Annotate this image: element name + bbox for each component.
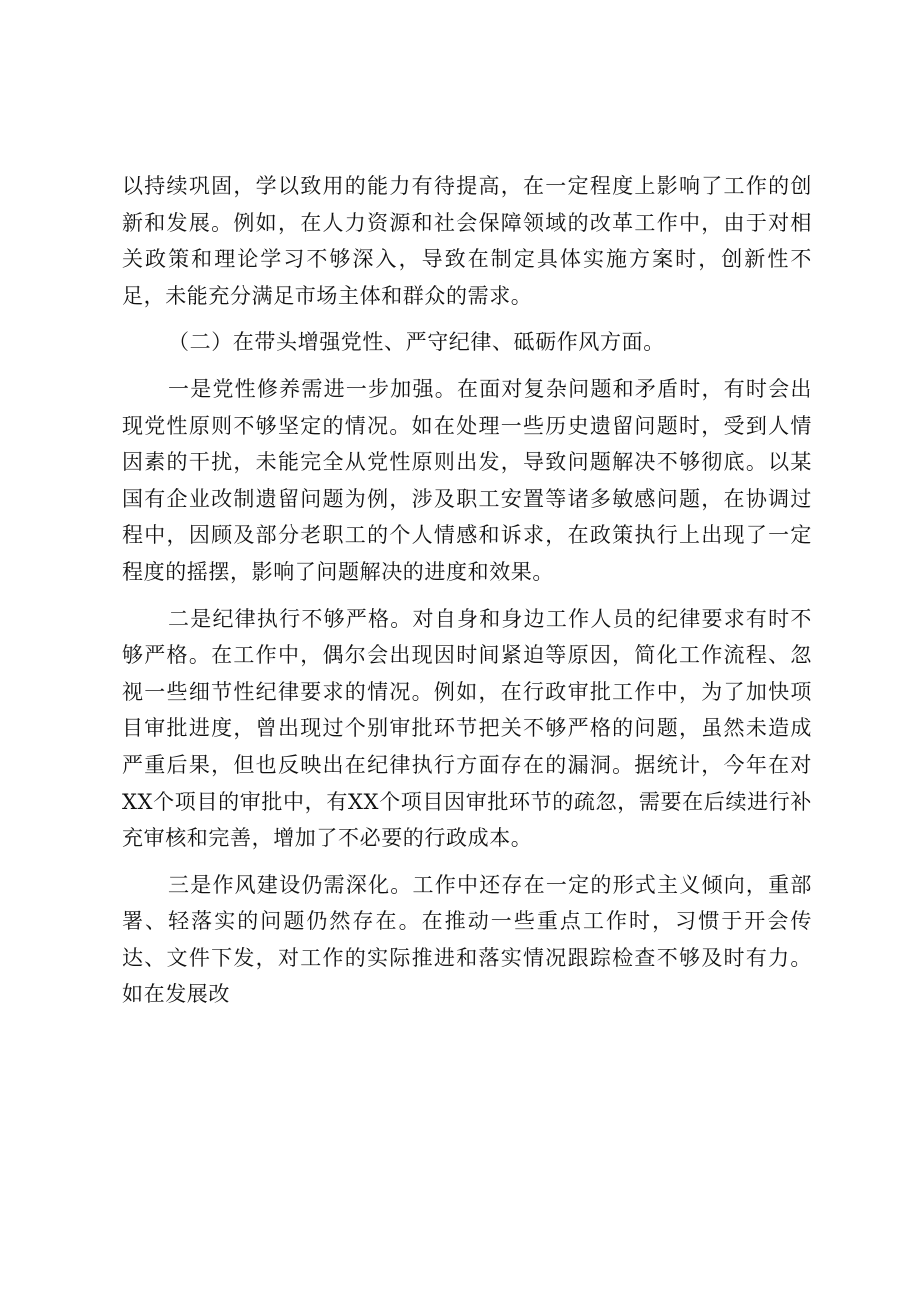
paragraph-continued: 以持续巩固，学以致用的能力有待提高，在一定程度上影响了工作的创新和发展。例如，在人力资源和社会保障领域的改革工作中，由于对相关政策和理论学习不够深入，导致在制定具体实施方案时，创新性不足，未能充分满足市场主体和群众的需求。 — [122, 174, 812, 308]
paragraph-work-style: 三是作风建设仍需深化。工作中还存在一定的形式主义倾向，重部署、轻落实的问题仍然存在。在推动一些重点工作时，习惯于开会传达、文件下发，对工作的实际推进和落实情况跟踪检查不够及时有力。如在发展改 — [122, 872, 812, 1007]
paragraph-party-spirit: 一是党性修养需进一步加强。在面对复杂问题和矛盾时，有时会出现党性原则不够坚定的情况。如在处理一些历史遗留问题时，受到人情因素的干扰，未能完全从党性原则出发，导致问题解决不够彻底。以某国有企业改制遗留问题为例，涉及职工安置等诸多敏感问题，在协调过程中，因顾及部分老职工的个人情感和诉求，在政策执行上出现了一定程度的摇摆，影响了问题解决的进度和效果。 — [122, 376, 812, 584]
paragraph-discipline: 二是纪律执行不够严格。对自身和身边工作人员的纪律要求有时不够严格。在工作中，偶尔会出现因时间紧迫等原因，简化工作流程、忽视一些细节性纪律要求的情况。例如，在行政审批工作中，为了加快项目审批进度，曾出现过个别审批环节把关不够严格的问题，虽然未造成严重后果，但也反映出在纪律执行方面存在的漏洞。据统计，今年在对XX个项目的审批中，有XX个项目因审批环节的疏忽，需要在后续进行补充审核和完善，增加了不必要的行政成本。 — [122, 606, 812, 851]
document-body — [122, 168, 812, 1013]
section-heading: （二）在带头增强党性、严守纪律、砥砺作风方面。 — [168, 330, 665, 355]
